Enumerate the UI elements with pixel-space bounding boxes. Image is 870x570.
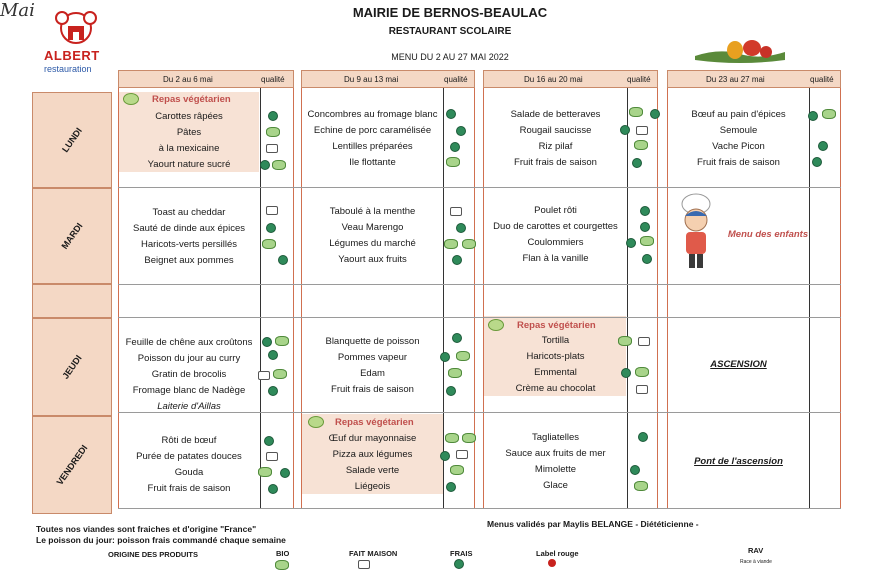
local-icon	[452, 255, 462, 265]
menu-item: Carottes râpées	[155, 111, 223, 122]
chef-child-illustration-icon	[672, 192, 722, 272]
label-rouge-icon	[548, 559, 556, 567]
column-header-week3	[483, 70, 658, 88]
fait-maison-icon	[266, 144, 278, 153]
menu-item: Feuille de chêne aux croûtons	[125, 337, 253, 348]
local-icon	[440, 451, 450, 461]
bio-icon	[634, 481, 648, 491]
menu-item: Gratin de brocolis	[151, 369, 227, 380]
bio-icon	[462, 433, 476, 443]
local-icon	[808, 111, 818, 121]
menu-item: Crème au chocolat	[515, 383, 596, 394]
menu-item: Gouda	[174, 467, 204, 478]
menu-item: Salade de betteraves	[510, 109, 601, 120]
quality-divider	[260, 88, 261, 508]
bio-icon	[822, 109, 836, 119]
local-icon	[454, 559, 464, 569]
quality-label: qualité	[261, 75, 285, 84]
bio-icon	[456, 351, 470, 361]
local-icon	[268, 386, 278, 396]
bio-icon	[450, 465, 464, 475]
bio-icon	[462, 239, 476, 249]
local-icon	[456, 126, 466, 136]
menu-item: Œuf dur mayonnaise	[328, 433, 417, 444]
menu-item: Ile flottante	[349, 157, 396, 168]
bio-icon	[262, 239, 276, 249]
fait-maison-icon	[450, 207, 462, 216]
menu-item: Légumes du marché	[329, 238, 416, 249]
bio-icon	[446, 157, 460, 167]
day-label: VENDREDI	[54, 443, 90, 487]
vegetables-illustration-icon	[690, 30, 790, 64]
legend-title: ORIGINE DES PRODUITS	[108, 550, 199, 559]
menu-item: Pizza aux légumes	[332, 449, 413, 460]
menu-item-note: Laiterie d'Aillas	[157, 401, 221, 412]
ascension-note: ASCENSION	[710, 359, 767, 370]
local-icon	[268, 111, 278, 121]
legend-rav: RAV	[748, 546, 764, 555]
menu-item: Lentilles préparées	[332, 141, 413, 152]
logo-name: ALBERT	[44, 48, 100, 63]
bio-icon	[266, 127, 280, 137]
menu-item: Tortilla	[541, 335, 570, 346]
local-icon	[812, 157, 822, 167]
week-label: Du 23 au 27 mai	[706, 75, 765, 84]
month-script: Mai	[0, 0, 35, 21]
menu-item: Yaourt aux fruits	[338, 254, 407, 265]
day-label: MARDI	[59, 221, 85, 251]
menu-item: Sauté de dinde aux épices	[133, 223, 245, 234]
local-icon	[260, 160, 270, 170]
bio-icon	[275, 560, 289, 570]
day-label: JEUDI	[60, 353, 84, 381]
menu-item: Rôti de bœuf	[161, 435, 217, 446]
menu-item: Blanquette de poisson	[325, 336, 420, 347]
page-subtitle: RESTAURANT SCOLAIRE	[388, 26, 512, 37]
legend-fait-maison: FAIT MAISON	[349, 549, 398, 558]
bio-icon	[618, 336, 632, 346]
row-divider	[118, 412, 841, 413]
local-icon	[620, 125, 630, 135]
bio-icon	[445, 433, 459, 443]
row-divider	[118, 284, 841, 285]
fait-maison-icon	[636, 385, 648, 394]
logo-subtitle: restauration	[44, 64, 92, 74]
menu-item: Poisson du jour au curry	[137, 353, 241, 364]
bio-icon	[273, 369, 287, 379]
bio-icon	[635, 367, 649, 377]
albert-logo-icon	[50, 8, 102, 48]
menu-item: Emmental	[534, 367, 577, 378]
week-label: Du 9 au 13 mai	[344, 75, 399, 84]
veg-label: Repas végétarien	[517, 320, 596, 331]
local-icon	[621, 368, 631, 378]
bio-icon	[640, 236, 654, 246]
menu-item: Edam	[360, 368, 385, 379]
menu-item: Yaourt nature sucré	[147, 159, 231, 170]
day-box-mercredi	[32, 284, 112, 318]
local-icon	[450, 142, 460, 152]
menu-item: Duo de carottes et courgettes	[493, 221, 618, 232]
bio-icon	[272, 160, 286, 170]
row-divider	[118, 508, 841, 509]
local-icon	[632, 158, 642, 168]
quality-divider	[809, 88, 810, 508]
menu-item: Flan à la vanille	[522, 253, 589, 264]
row-divider	[118, 317, 841, 318]
fait-maison-icon	[258, 371, 270, 380]
legend-frais: FRAIS	[450, 549, 473, 558]
menu-item: Riz pilaf	[538, 141, 573, 152]
menu-dates: MENU DU 2 AU 27 MAI 2022	[391, 52, 509, 62]
validated-note: Menus validés par Maylis BELANGE - Diététicienne -	[487, 519, 699, 529]
menu-item: Sauce aux fruits de mer	[505, 448, 606, 459]
legend-rav-sub: Race à viande	[740, 559, 772, 565]
fait-maison-icon	[358, 560, 370, 569]
veg-icon	[123, 93, 139, 105]
menu-item: Rougail saucisse	[519, 125, 592, 136]
local-icon	[278, 255, 288, 265]
menu-item: Fruit frais de saison	[147, 483, 231, 494]
quality-divider	[443, 88, 444, 508]
menu-item: Salade verte	[345, 465, 400, 476]
page-title: MAIRIE DE BERNOS-BEAULAC	[352, 5, 548, 20]
local-icon	[268, 350, 278, 360]
column-header-week4	[667, 70, 841, 88]
fish-note: Le poisson du jour: poisson frais commandé chaque semaine	[36, 535, 286, 545]
veg-label: Repas végétarien	[335, 417, 414, 428]
menu-item: Mimolette	[534, 464, 577, 475]
local-icon	[640, 222, 650, 232]
menu-item: Coulommiers	[527, 237, 584, 248]
legend-bio: BIO	[276, 549, 290, 558]
local-icon	[262, 337, 272, 347]
menu-item: Fruit frais de saison	[331, 384, 414, 395]
menu-item: Pommes vapeur	[337, 352, 408, 363]
local-icon	[456, 223, 466, 233]
column-header-week2	[301, 70, 475, 88]
menu-item: Beignet aux pommes	[144, 255, 234, 266]
menu-item: Fruit frais de saison	[697, 157, 780, 168]
local-icon	[640, 206, 650, 216]
local-icon	[630, 465, 640, 475]
menu-item: Tagliatelles	[532, 432, 579, 443]
menu-item: Liégeois	[354, 481, 391, 492]
day-box-vendredi	[32, 416, 112, 514]
menu-item: Purée de patates douces	[136, 451, 242, 462]
local-icon	[638, 432, 648, 442]
fait-maison-icon	[638, 337, 650, 346]
menu-item: Glace	[543, 480, 568, 491]
local-icon	[266, 223, 276, 233]
menu-item: Pâtes	[176, 127, 202, 138]
menu-item: Haricots-verts persillés	[140, 239, 238, 250]
menu-item: Fromage blanc de Nadège	[132, 385, 246, 396]
menu-item: Vache Picon	[712, 141, 765, 152]
menu-item: Semoule	[719, 125, 758, 136]
column-header-week1	[118, 70, 294, 88]
local-icon	[268, 484, 278, 494]
local-icon	[264, 436, 274, 446]
legend-label-rouge: Label rouge	[536, 549, 579, 558]
fait-maison-icon	[266, 452, 278, 461]
veg-icon	[308, 416, 324, 428]
week-label: Du 16 au 20 mai	[524, 75, 583, 84]
day-box-jeudi	[32, 318, 112, 416]
pont-ascension-note: Pont de l'ascension	[694, 456, 783, 467]
veg-icon	[488, 319, 504, 331]
quality-divider	[627, 88, 628, 508]
local-icon	[440, 352, 450, 362]
day-box-lundi	[32, 92, 112, 188]
veg-label: Repas végétarien	[152, 94, 231, 105]
menu-item: à la mexicaine	[158, 143, 220, 154]
bio-icon	[275, 336, 289, 346]
menu-item: Fruit frais de saison	[514, 157, 597, 168]
quality-label: qualité	[627, 75, 651, 84]
fait-maison-icon	[266, 206, 278, 215]
menu-item: Echine de porc caramélisée	[313, 125, 432, 136]
local-icon	[626, 238, 636, 248]
bio-icon	[258, 467, 272, 477]
meat-note: Toutes nos viandes sont fraiches et d'origine "France"	[36, 524, 257, 534]
quality-label: qualité	[444, 75, 468, 84]
bio-icon	[448, 368, 462, 378]
local-icon	[280, 468, 290, 478]
menu-item: Veau Marengo	[341, 222, 404, 233]
menu-item: Concombres au fromage blanc	[307, 109, 438, 120]
menu-item: Poulet rôti	[534, 205, 577, 216]
bio-icon	[634, 140, 648, 150]
week-label: Du 2 au 6 mai	[163, 75, 213, 84]
menu-item: Bœuf au pain d'épices	[691, 109, 786, 120]
row-divider	[118, 187, 841, 188]
day-label: LUNDI	[60, 125, 84, 155]
local-icon	[818, 141, 828, 151]
local-icon	[446, 386, 456, 396]
bio-icon	[444, 239, 458, 249]
bio-icon	[629, 107, 643, 117]
menu-des-enfants-note: Menu des enfants	[727, 229, 809, 240]
menu-item: Taboulé à la menthe	[329, 206, 416, 217]
menu-item: Haricots-plats	[526, 351, 585, 362]
local-icon	[446, 482, 456, 492]
local-icon	[446, 109, 456, 119]
local-icon	[452, 333, 462, 343]
fait-maison-icon	[636, 126, 648, 135]
day-box-mardi	[32, 188, 112, 284]
fait-maison-icon	[456, 450, 468, 459]
local-icon	[642, 254, 652, 264]
local-icon	[650, 109, 660, 119]
menu-item: Toast au cheddar	[152, 207, 226, 218]
quality-label: qualité	[810, 75, 834, 84]
